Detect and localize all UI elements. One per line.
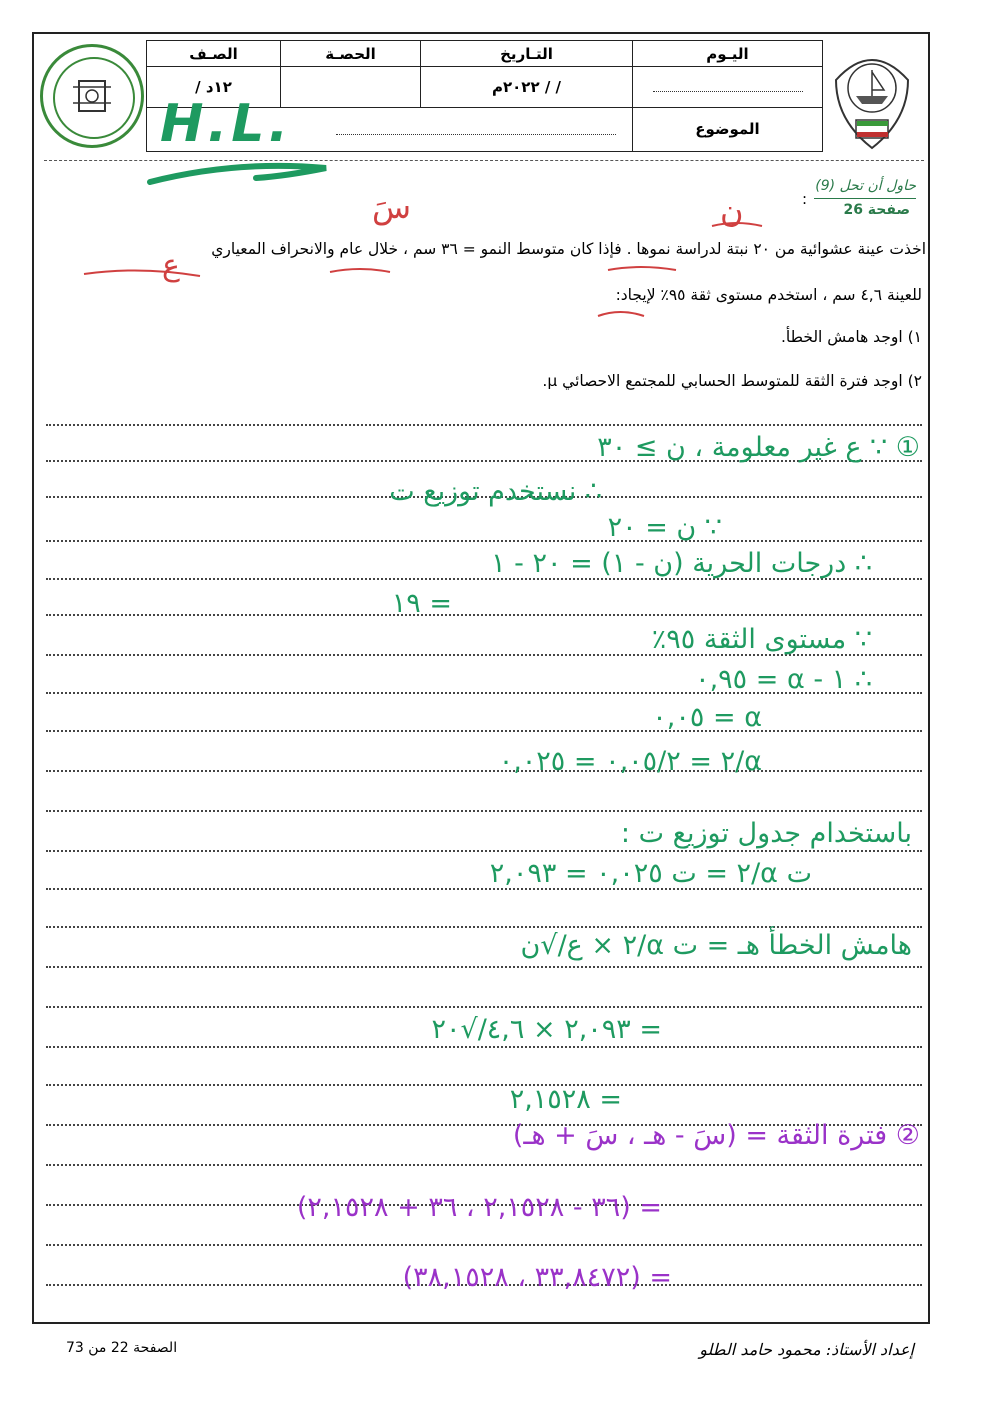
solution-step-4: ∴ درجات الحرية (ن - ١) = ٢٠ - ١ (491, 548, 872, 579)
date-value[interactable]: / / ٢٠٢٢م (421, 67, 633, 107)
tip-colon: : (802, 190, 808, 208)
annotation-sigma: ع (162, 248, 180, 283)
author-credit: إعداد الأستاذ: محمود حامد الطلو (699, 1340, 914, 1359)
annotation-n: ن (720, 192, 744, 230)
day-label: اليـوم (633, 41, 823, 67)
question-line-1: اخذت عينة عشوائية من ٢٠ نبتة لدراسة نموها . فإذا كان متوسط النمو = ٣٦ سم ، خلال عام والانحراف المعياري (211, 240, 926, 258)
solution-step-2: ∴ نستخدم توزيع ت (389, 476, 602, 507)
solution-step-13: = ٢,٠٩٣ × ٤,٦/√٢٠ (431, 1014, 662, 1045)
topic-label: الموضوع (633, 107, 823, 151)
try-to-solve-note: حاول أن تحل (9) (815, 178, 916, 194)
solution-step-7: ∴ ١ - α = ٠,٩٥ (695, 664, 872, 695)
annotation-xbar: سَ (372, 188, 412, 226)
class-label: الصـف (147, 41, 281, 67)
solution-step-15: ② فترة الثقة = (سَ - هـ ، سَ + هـ) (512, 1120, 920, 1151)
solution-step-3: ∵ ن = ٢٠ (607, 512, 722, 543)
solution-step-9: α/٢ = ٠,٠٥/٢ = ٠,٠٢٥ (498, 746, 762, 777)
solution-step-14: = ٢,١٥٢٨ (509, 1084, 622, 1115)
solution-step-5: = ١٩ (391, 588, 452, 619)
question-underlines (0, 0, 992, 330)
solution-step-12: هامش الخطأ هـ = ت α/٢ × ع/√ن (520, 930, 912, 961)
solution-step-8: α = ٠,٠٥ (652, 702, 762, 733)
solution-step-16: = (٣٦ - ٢,١٥٢٨ ، ٣٦ + ٢,١٥٢٨) (296, 1192, 662, 1223)
student-initials-mark: H.L. (160, 94, 293, 154)
class-value[interactable]: ١٢د / (147, 67, 281, 107)
page-ref-note: صفحة 26 (843, 202, 910, 218)
question-line-2: للعينة ٤,٦ سم ، استخدم مستوى ثقة ٩٥٪ لإيجاد: (615, 286, 922, 304)
period-label: الحصـة (281, 41, 421, 67)
solution-step-17: = (٣٣,٨٤٧٢ ، ٣٨,١٥٢٨) (402, 1262, 672, 1293)
solution-step-10: باستخدام جدول توزيع ت : (620, 818, 912, 849)
page-number: الصفحة 22 من 73 (66, 1340, 178, 1356)
solution-step-1: ① ∵ ع غير معلومة ، ن ≥ ٣٠ (597, 432, 920, 463)
date-label: التـاريخ (421, 41, 633, 67)
solution-step-11: ت α/٢ = ت ٠,٠٢٥ = ٢,٠٩٣ (489, 858, 812, 889)
question-item-2: ٢) اوجد فترة الثقة للمتوسط الحسابي للمجتمع الاحصائي μ. (542, 372, 922, 390)
solution-step-6: ∵ مستوى الثقة ٩٥٪ (651, 624, 872, 655)
question-item-1: ١) اوجد هامش الخطأ. (780, 328, 922, 346)
